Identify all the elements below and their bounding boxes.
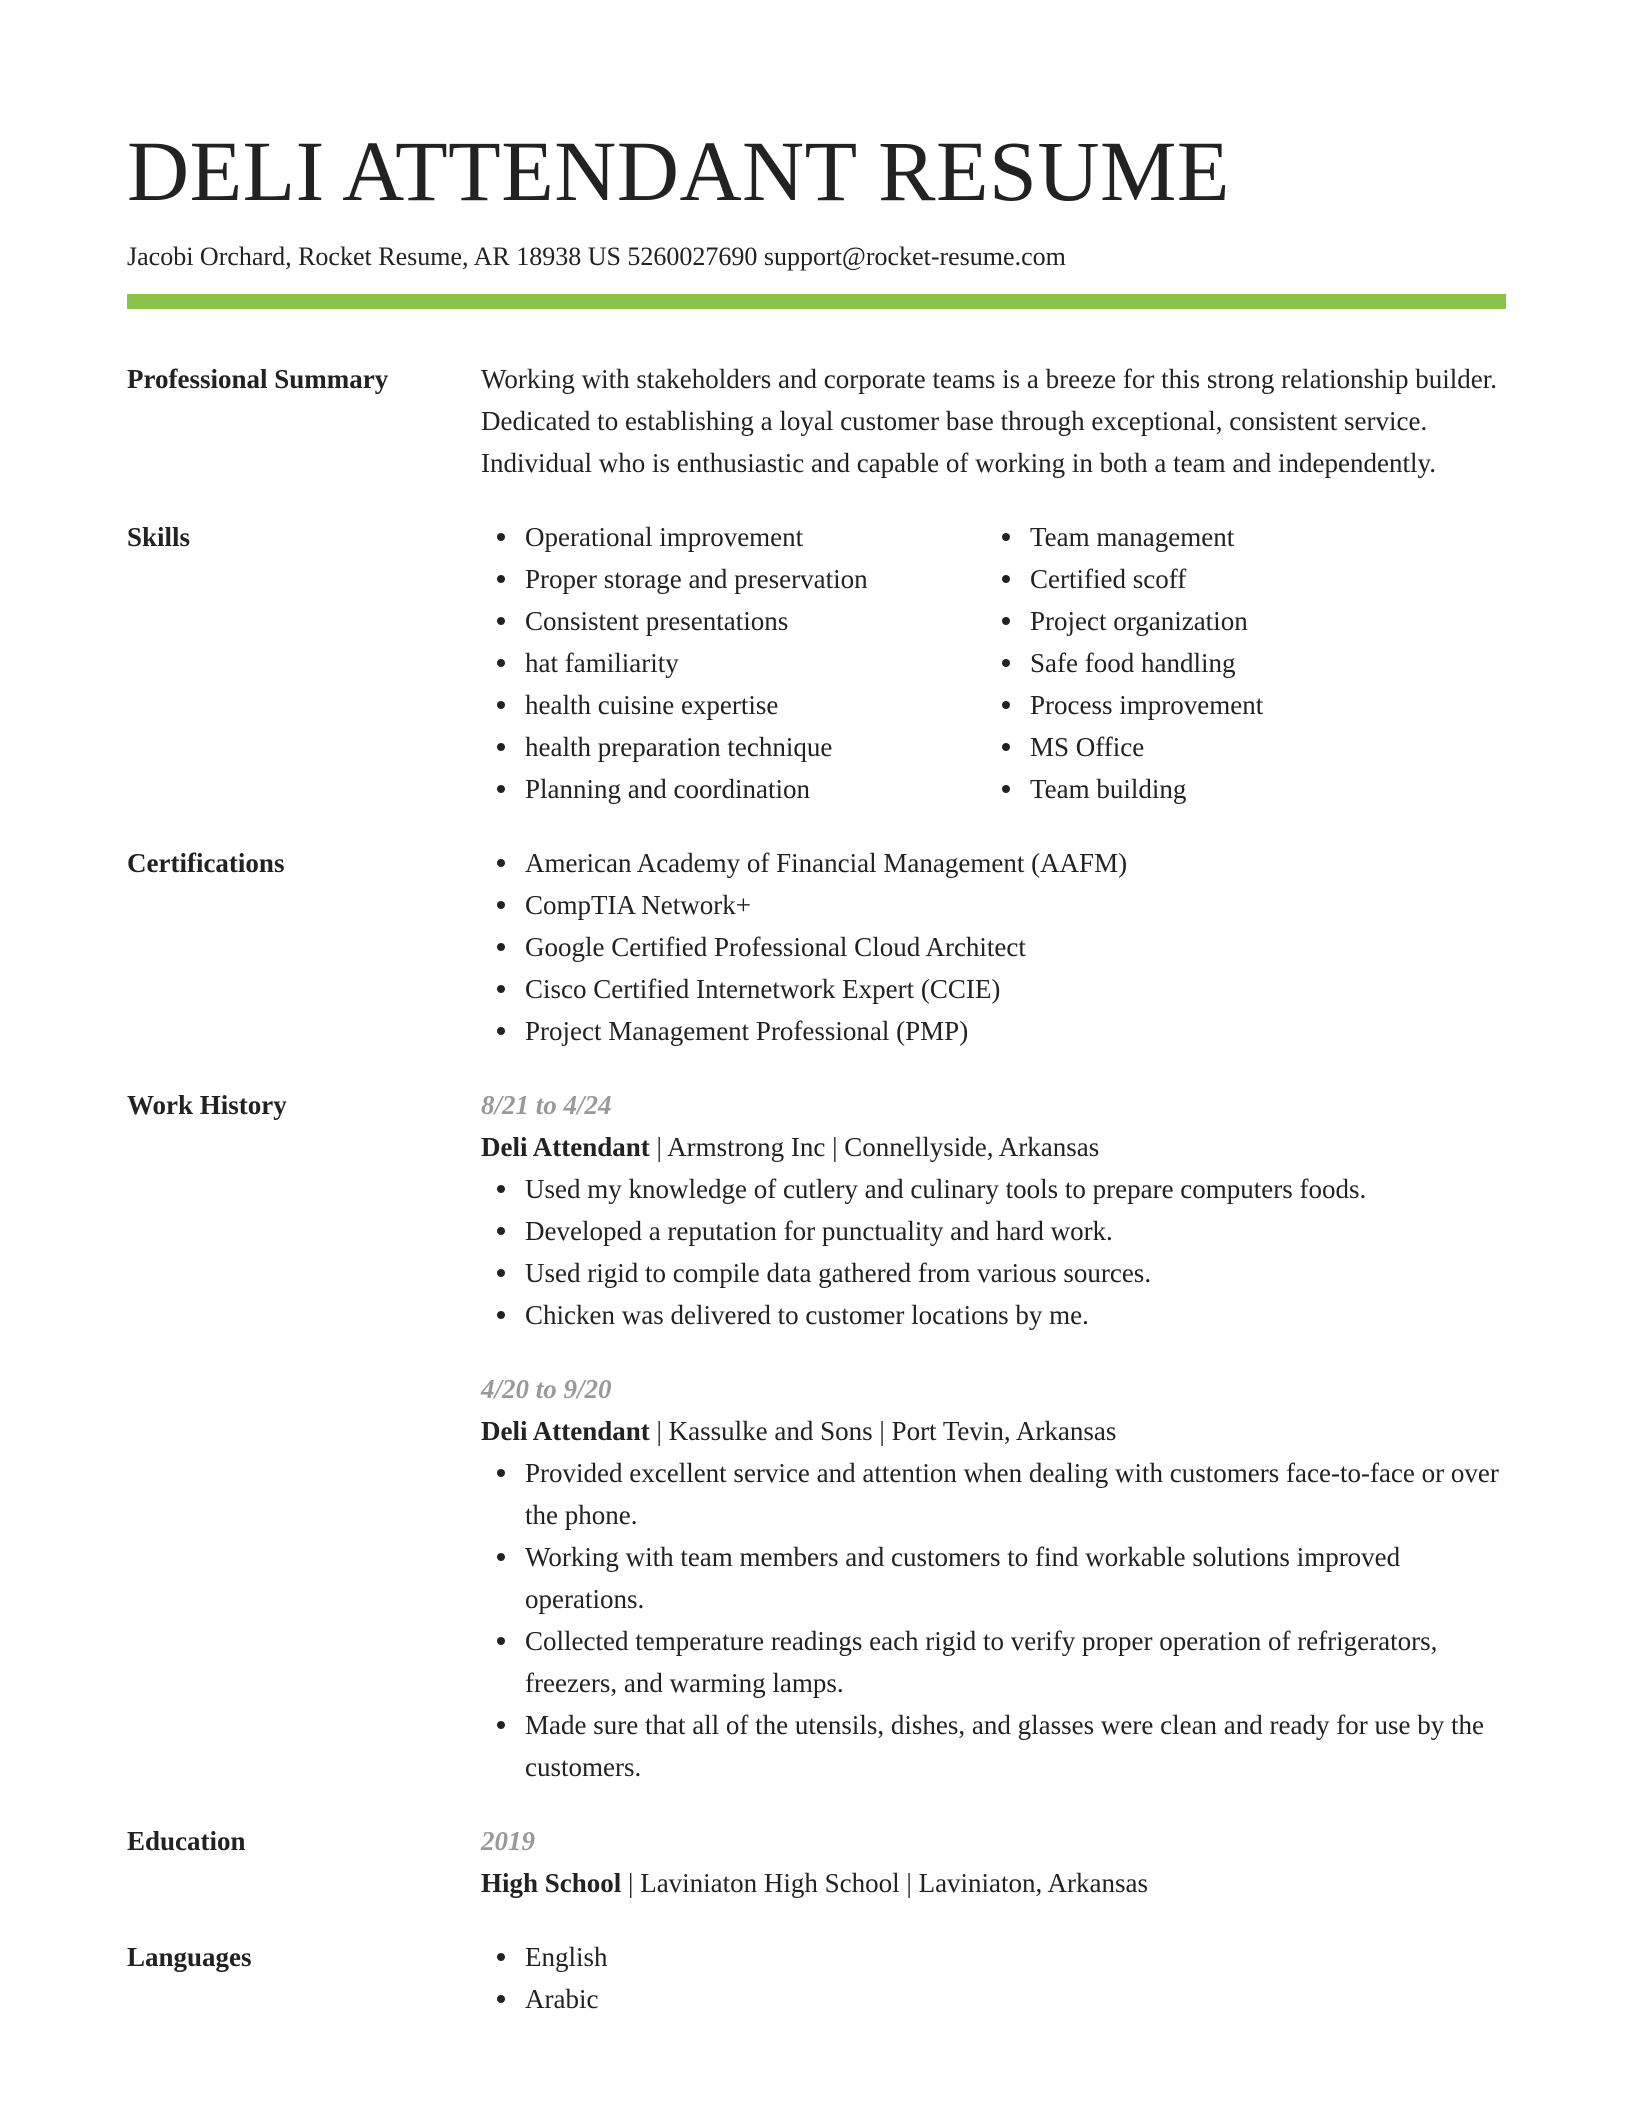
language-item: English (525, 1936, 1506, 1978)
skill-item: Team management (1030, 516, 1491, 558)
language-item: Arabic (525, 1978, 1506, 2020)
section-label-summary: Professional Summary (127, 364, 389, 394)
skill-item: health preparation technique (525, 726, 986, 768)
job-title-line (481, 1126, 1506, 1168)
job-details: | Kassulke and Sons | Port Tevin, Arkansas (649, 1416, 1117, 1446)
job-details: | Armstrong Inc | Connellyside, Arkansas (649, 1132, 1100, 1162)
job-bullet: Developed a reputation for punctuality and hard work. (525, 1210, 1506, 1252)
job-entry (481, 1368, 1506, 1788)
header-divider (127, 294, 1506, 309)
skill-item: Safe food handling (1030, 642, 1491, 684)
certification-item: Google Certified Professional Cloud Architect (525, 926, 1506, 968)
education-year: 2019 (481, 1826, 535, 1856)
section-label-education: Education (127, 1826, 246, 1856)
languages-body (481, 1936, 1506, 2020)
certification-item: Project Management Professional (PMP) (525, 1010, 1506, 1052)
skill-item: Consistent presentations (525, 600, 986, 642)
job-bullet: Chicken was delivered to customer locations by me. (525, 1294, 1506, 1336)
section-label-languages: Languages (127, 1942, 252, 1972)
skills-list-right (986, 516, 1491, 810)
skill-item: MS Office (1030, 726, 1491, 768)
skill-item: Certified scoff (1030, 558, 1491, 600)
job-entry (481, 1084, 1506, 1336)
skill-item: hat familiarity (525, 642, 986, 684)
summary-text: Working with stakeholders and corporate teams is a breeze for this strong relationship builder. Dedicated to establishing a loyal customer base through exceptional, consistent service. Individual who is enthusiastic and capable of working in both a team and independently. (481, 364, 1498, 478)
certifications-body (481, 842, 1506, 1052)
section-label-certifications: Certifications (127, 848, 285, 878)
certification-item: American Academy of Financial Management (AAFM) (525, 842, 1506, 884)
skill-item: Proper storage and preservation (525, 558, 986, 600)
education-degree: High School (481, 1868, 622, 1898)
languages-section (127, 1936, 1506, 2020)
job-role: Deli Attendant (481, 1416, 650, 1446)
job-title-line (481, 1410, 1506, 1452)
certifications-list (481, 842, 1506, 1052)
section-label-skills: Skills (127, 522, 191, 552)
job-dates: 8/21 to 4/24 (481, 1090, 612, 1120)
work-history-section (127, 1084, 1506, 1788)
education-details: | Laviniaton High School | Laviniaton, Arkansas (621, 1868, 1149, 1898)
job-bullet: Used my knowledge of cutlery and culinary tools to prepare computers foods. (525, 1168, 1506, 1210)
education-body (481, 1820, 1506, 1904)
skill-item: Planning and coordination (525, 768, 986, 810)
contact-line: Jacobi Orchard, Rocket Resume, AR 18938 US 5260027690 support@rocket-resume.com (127, 242, 1066, 271)
certification-item: Cisco Certified Internetwork Expert (CCIE) (525, 968, 1506, 1010)
resume-title: DELI ATTENDANT RESUME (127, 123, 1230, 219)
job-bullet: Collected temperature readings each rigid to verify proper operation of refrigerators, freezers, and warming lamps. (525, 1620, 1506, 1704)
skill-item: Team building (1030, 768, 1491, 810)
job-bullet: Used rigid to compile data gathered from various sources. (525, 1252, 1506, 1294)
certifications-section (127, 842, 1506, 1052)
job-bullets (481, 1168, 1506, 1336)
skills-section (127, 516, 1506, 810)
skills-list-left (481, 516, 986, 810)
job-bullet: Working with team members and customers to find workable solutions improved operations. (525, 1536, 1506, 1620)
job-dates: 4/20 to 9/20 (481, 1374, 612, 1404)
skill-item: Process improvement (1030, 684, 1491, 726)
section-label-work-history: Work History (127, 1090, 287, 1120)
education-section (127, 1820, 1506, 1904)
languages-list (481, 1936, 1506, 2020)
job-role: Deli Attendant (481, 1132, 650, 1162)
skill-item: Project organization (1030, 600, 1491, 642)
job-bullet: Provided excellent service and attention when dealing with customers face-to-face or over the phone. (525, 1452, 1506, 1536)
education-line (481, 1862, 1506, 1904)
work-history-body (481, 1084, 1506, 1788)
job-bullets (481, 1452, 1506, 1788)
resume-page (127, 118, 1506, 2020)
skill-item: Operational improvement (525, 516, 986, 558)
job-bullet: Made sure that all of the utensils, dishes, and glasses were clean and ready for use by the customers. (525, 1704, 1506, 1788)
certification-item: CompTIA Network+ (525, 884, 1506, 926)
skills-grid (481, 516, 1506, 810)
summary-section (127, 358, 1506, 484)
skill-item: health cuisine expertise (525, 684, 986, 726)
